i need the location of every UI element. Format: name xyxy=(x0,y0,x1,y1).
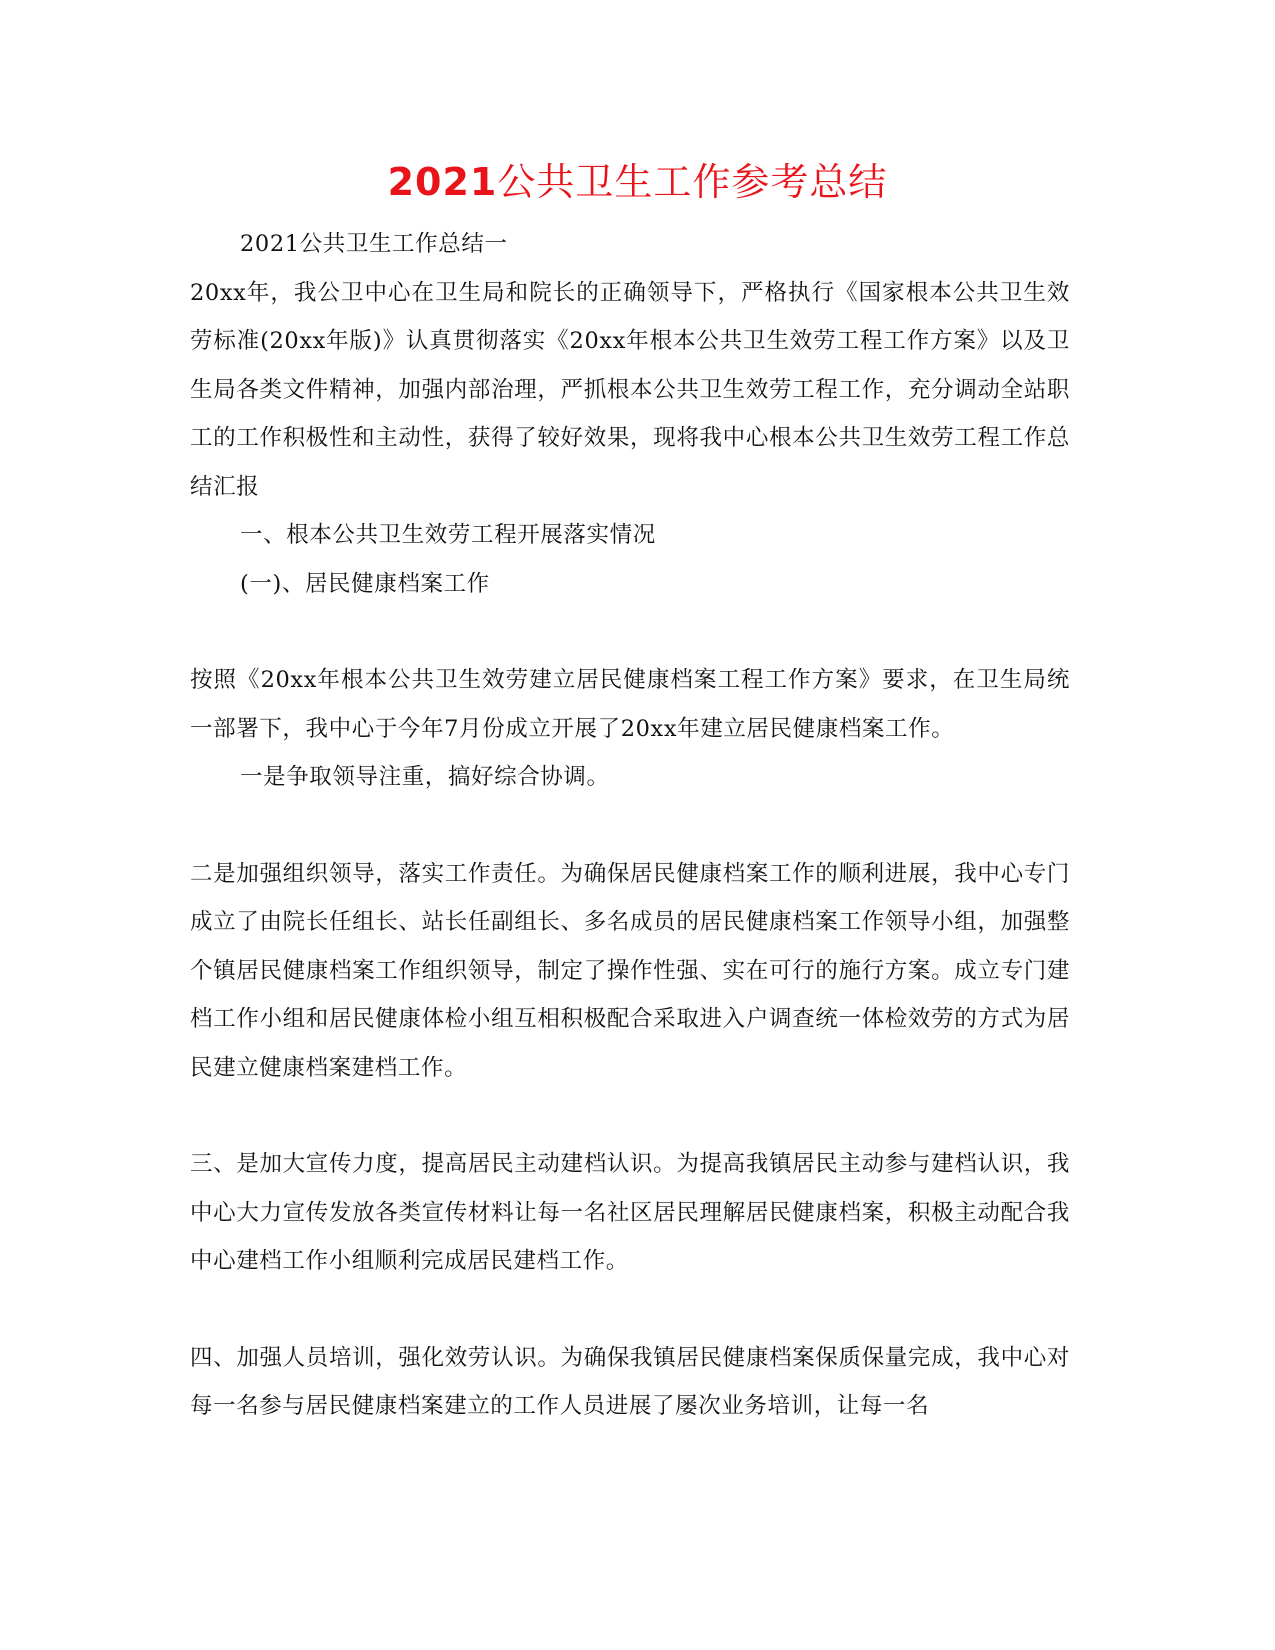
section-heading: 2021公共卫生工作总结一 xyxy=(240,231,508,257)
title-text: 公共卫生工作参考总结 xyxy=(497,160,888,204)
paragraph: 四、加强人员培训，强化效劳认识。为确保我镇居民健康档案保质保量完成，我中心对每一名参与居民健康档案建立的工作人员进展了屡次业务培训，让每一名 xyxy=(190,1344,1070,1419)
title-year: 2021 xyxy=(387,160,498,204)
document-body xyxy=(190,220,1070,1431)
paragraph: 二是加强组织领导，落实工作责任。为确保居民健康档案工作的顺利进展，我中心专门成立了由院长任组长、站长任副组长、多名成员的居民健康档案工作领导小组，加强整个镇居民健康档案工作组织领导，制定了操作性强、实在可行的施行方案。成立专门建档工作小组和居民健康体检小组互相积极配合采取进入户调查统一体检效劳的方式为居民建立健康档案建档工作。 xyxy=(190,860,1070,1081)
paragraph: 一是争取领导注重，搞好综合协调。 xyxy=(240,764,610,790)
section-heading: 一、根本公共卫生效劳工程开展落实情况 xyxy=(240,522,656,548)
page-title xyxy=(0,158,1275,206)
paragraph: 三、是加大宣传力度，提高居民主动建档认识。为提高我镇居民主动参与建档认识，我中心大力宣传发放各类宣传材料让每一名社区居民理解居民健康档案，积极主动配合我中心建档工作小组顺利完成居民建档工作。 xyxy=(190,1151,1070,1274)
subsection-heading: (一)、居民健康档案工作 xyxy=(240,570,490,597)
paragraph: 20xx年，我公卫中心在卫生局和院长的正确领导下，严格执行《国家根本公共卫生效劳标准(20xx年版)》认真贯彻落实《20xx年根本公共卫生效劳工程工作方案》以及卫生局各类文件精神，加强内部治理，严抓根本公共卫生效劳工程工作，充分调动全站职工的工作积极性和主动性，获得了较好效果，现将我中心根本公共卫生效劳工程工作总结汇报 xyxy=(190,279,1070,500)
paragraph: 按照《20xx年根本公共卫生效劳建立居民健康档案工程工作方案》要求，在卫生局统一部署下，我中心于今年7月份成立开展了20xx年建立居民健康档案工作。 xyxy=(190,667,1070,742)
